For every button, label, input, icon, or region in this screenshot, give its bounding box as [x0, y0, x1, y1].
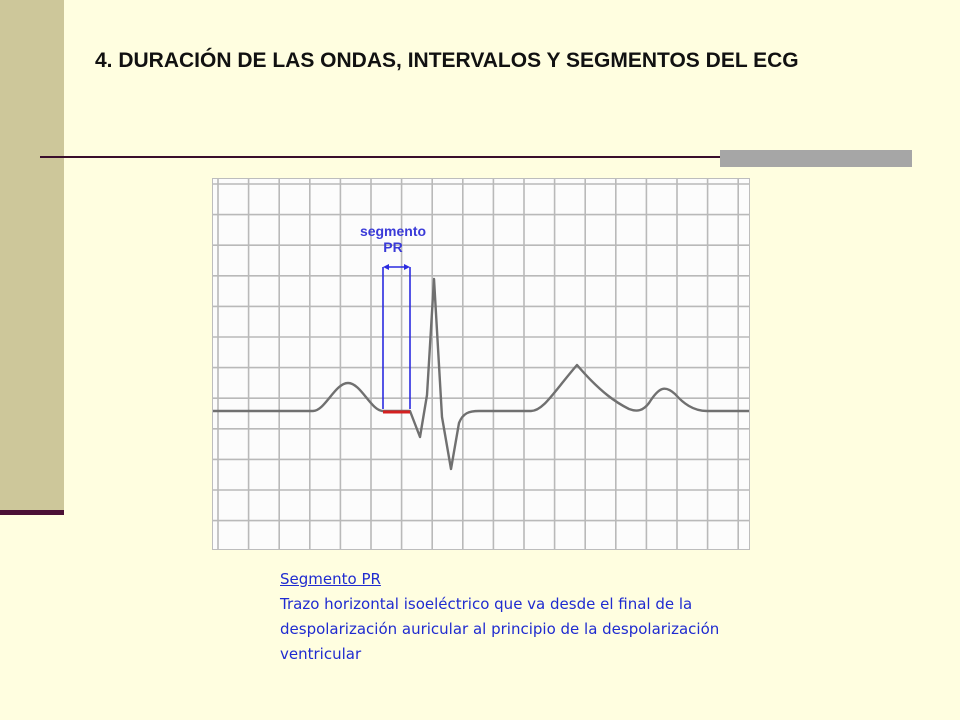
segment-label-line1: segmento: [359, 223, 427, 239]
slide-title: 4. DURACIÓN DE LAS ONDAS, INTERVALOS Y SEGMENTOS DEL ECG: [95, 49, 799, 72]
arrow-head-left: [383, 264, 389, 270]
caption-text: Trazo horizontal isoeléctrico que va desde el final de la despolarización auricular al principio de la despolarización ventricular: [280, 595, 720, 663]
arrow-head-right: [404, 264, 410, 270]
caption: [280, 567, 750, 667]
ecg-diagram: [213, 179, 749, 549]
ecg-svg: [213, 179, 749, 549]
ecg-grid: [213, 179, 749, 549]
sidebar-decoration: [0, 0, 64, 510]
divider-accent: [720, 150, 912, 167]
caption-heading: Segmento PR: [280, 570, 381, 588]
ecg-trace: [213, 279, 749, 469]
sidebar-underline: [0, 510, 64, 515]
segment-label-line2: PR: [383, 239, 403, 255]
